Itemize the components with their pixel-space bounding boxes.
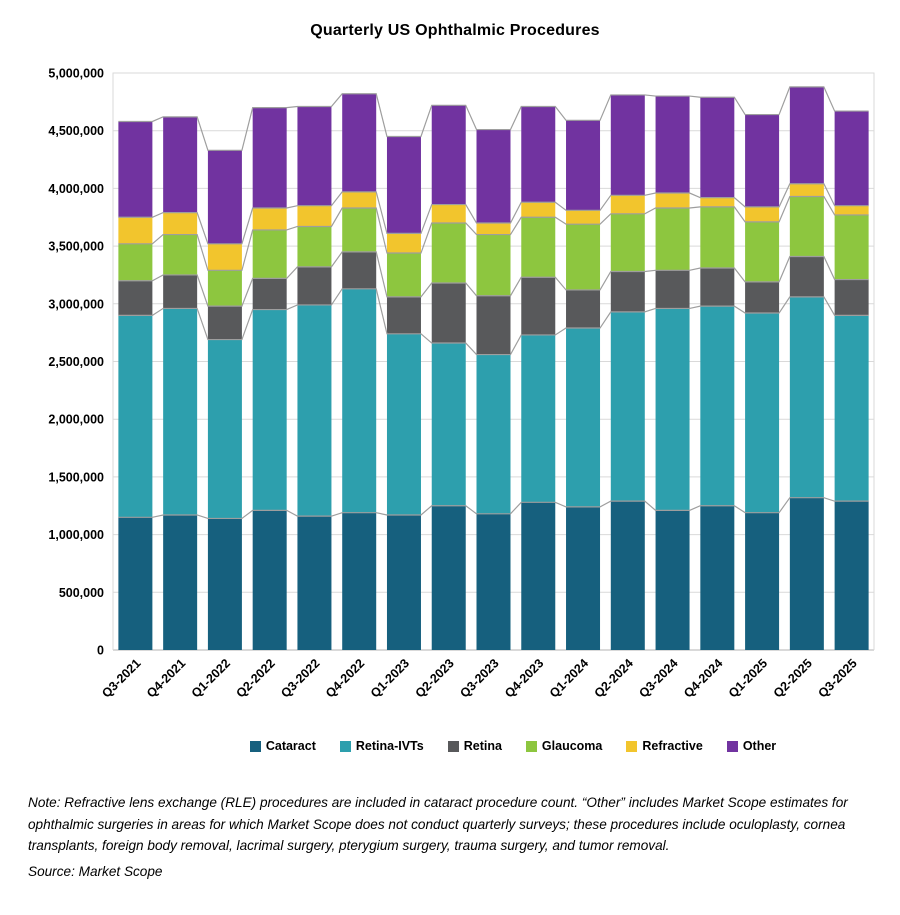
bar-segment-other <box>297 106 331 205</box>
bar-segment-cataract <box>700 506 734 650</box>
bar-segment-cataract <box>297 516 331 650</box>
bar-segment-other <box>566 120 600 210</box>
bar-segment-cataract <box>208 518 242 650</box>
y-tick-label: 1,500,000 <box>48 470 104 485</box>
chart-legend <box>126 739 900 753</box>
bar-segment-refractive <box>611 195 645 213</box>
bar-segment-refractive <box>566 210 600 224</box>
x-tick-label: Q1-2022 <box>188 656 234 701</box>
bar-segment-glaucoma <box>566 224 600 290</box>
legend-item-other <box>727 739 776 753</box>
x-tick-label: Q4-2023 <box>502 656 547 701</box>
bar-segment-glaucoma <box>656 208 690 270</box>
bar-segment-retina <box>477 296 511 355</box>
y-tick-label: 500,000 <box>58 585 104 600</box>
bar-segment-cataract <box>790 498 824 650</box>
bar-segment-refractive <box>790 184 824 197</box>
legend-label: Retina-IVTs <box>355 739 424 753</box>
note-text: Note: Refractive lens exchange (RLE) procedures are included in cataract procedure count. “Other” includes Market Scope estimates for ophthalmic surgeries in areas for which Market Scope does not conduct quarterly surveys; these procedures include oculoplasty, cornea transplants, foreign body removal, lacrimal surgery, pterygium surgery, trauma surgery, and tumor removal. <box>28 795 848 853</box>
bar-segment-glaucoma <box>118 244 152 281</box>
legend-label: Cataract <box>265 739 316 753</box>
bar-segment-retina-ivts <box>387 334 421 515</box>
y-tick-label: 1,000,000 <box>48 528 104 543</box>
bar-segment-cataract <box>745 513 779 650</box>
legend-item-cataract <box>250 739 316 753</box>
bar-segment-retina-ivts <box>656 308 690 510</box>
bar-segment-other <box>790 87 824 184</box>
legend-swatch <box>448 741 459 752</box>
bar-segment-other <box>745 115 779 207</box>
bar-segment-cataract <box>432 506 466 650</box>
bar-segment-retina <box>342 252 376 289</box>
x-tick-label: Q4-2021 <box>143 656 189 701</box>
bar-segment-other <box>700 97 734 197</box>
bar-segment-retina-ivts <box>835 315 869 501</box>
source-text: Source: Market Scope <box>28 864 163 879</box>
bar-segment-other <box>208 150 242 243</box>
bar-segment-other <box>163 117 197 213</box>
legend-item-refractive <box>626 739 702 753</box>
legend-item-glaucoma <box>526 739 602 753</box>
bar-segment-retina <box>745 282 779 313</box>
bar-segment-retina-ivts <box>790 297 824 498</box>
x-tick-label: Q1-2023 <box>367 656 413 701</box>
bar-segment-glaucoma <box>208 270 242 306</box>
legend-label: Glaucoma <box>541 739 603 753</box>
bar-segment-retina-ivts <box>477 355 511 514</box>
bar-segment-cataract <box>342 513 376 650</box>
bar-segment-glaucoma <box>432 223 466 283</box>
bar-segment-glaucoma <box>835 215 869 280</box>
bar-segment-cataract <box>835 501 869 650</box>
x-tick-label: Q2-2025 <box>770 656 815 701</box>
bar-segment-retina <box>253 278 287 309</box>
x-tick-label: Q4-2022 <box>323 656 368 701</box>
bar-segment-cataract <box>566 507 600 650</box>
bar-segment-refractive <box>745 207 779 222</box>
x-tick-label: Q4-2024 <box>681 656 726 701</box>
bar-segment-glaucoma <box>700 207 734 268</box>
bar-segment-glaucoma <box>745 222 779 282</box>
bar-segment-retina <box>521 277 555 335</box>
bar-segment-refractive <box>118 217 152 244</box>
legend-swatch <box>250 741 261 752</box>
bar-segment-retina-ivts <box>297 305 331 516</box>
x-tick-label: Q2-2023 <box>412 656 457 701</box>
x-tick-label: Q1-2025 <box>725 656 771 701</box>
bar-segment-other <box>835 111 869 206</box>
bar-segment-cataract <box>611 501 645 650</box>
bar-segment-retina <box>835 280 869 316</box>
bar-segment-glaucoma <box>611 214 645 272</box>
bar-segment-other <box>477 130 511 223</box>
bar-segment-other <box>342 94 376 192</box>
bar-segment-refractive <box>387 233 421 253</box>
bar-segment-cataract <box>253 510 287 650</box>
legend-item-retina <box>448 739 502 753</box>
bar-segment-refractive <box>297 206 331 227</box>
bar-segment-retina-ivts <box>432 343 466 506</box>
bar-segment-other <box>611 95 645 195</box>
bar-segment-retina-ivts <box>208 340 242 519</box>
y-tick-label: 5,000,000 <box>48 66 104 81</box>
bar-segment-retina-ivts <box>611 312 645 501</box>
bar-segment-refractive <box>253 208 287 230</box>
bar-segment-glaucoma <box>521 217 555 277</box>
bar-segment-other <box>253 108 287 208</box>
bar-segment-glaucoma <box>790 196 824 256</box>
x-tick-label: Q3-2022 <box>278 656 323 701</box>
x-tick-label: Q3-2024 <box>636 656 681 701</box>
x-tick-label: Q2-2024 <box>591 656 636 701</box>
y-tick-label: 4,500,000 <box>48 124 104 139</box>
legend-item-retina-ivts <box>340 739 424 753</box>
bar-segment-retina <box>208 306 242 339</box>
bar-segment-retina-ivts <box>342 289 376 513</box>
legend-label: Refractive <box>642 739 703 753</box>
bar-segment-refractive <box>700 198 734 207</box>
bar-segment-cataract <box>163 515 197 650</box>
bar-segment-cataract <box>118 517 152 650</box>
y-tick-label: 2,000,000 <box>48 412 104 427</box>
bar-segment-other <box>387 136 421 233</box>
x-tick-label: Q3-2023 <box>457 656 502 701</box>
bar-segment-cataract <box>387 515 421 650</box>
bar-segment-retina-ivts <box>253 310 287 511</box>
bar-segment-retina-ivts <box>700 306 734 506</box>
legend-swatch <box>340 741 351 752</box>
bar-segment-cataract <box>521 502 555 650</box>
y-tick-label: 3,500,000 <box>48 239 104 254</box>
bar-segment-retina <box>656 270 690 308</box>
bar-segment-retina <box>432 283 466 343</box>
bar-segment-retina <box>163 275 197 308</box>
chart-title: Quarterly US Ophthalmic Procedures <box>310 22 600 39</box>
bar-segment-other <box>656 96 690 193</box>
bar-segment-glaucoma <box>297 226 331 266</box>
legend-label: Retina <box>463 739 502 753</box>
legend-swatch <box>626 741 637 752</box>
bar-segment-retina <box>790 256 824 296</box>
bar-segment-cataract <box>477 514 511 650</box>
bar-segment-retina <box>118 281 152 316</box>
x-tick-label: Q3-2021 <box>99 656 144 701</box>
bar-segment-glaucoma <box>477 235 511 296</box>
y-tick-label: 4,000,000 <box>48 181 104 196</box>
bar-segment-glaucoma <box>387 253 421 297</box>
bar-segment-glaucoma <box>342 208 376 252</box>
bar-segment-refractive <box>477 223 511 235</box>
bar-segment-retina <box>566 290 600 328</box>
bar-segment-refractive <box>521 202 555 217</box>
bar-segment-retina-ivts <box>163 308 197 515</box>
bar-segment-cataract <box>656 510 690 650</box>
legend-label: Other <box>742 739 777 753</box>
bar-segment-refractive <box>163 213 197 235</box>
y-tick-label: 0 <box>97 643 104 658</box>
bar-segment-retina-ivts <box>521 335 555 502</box>
bar-segment-retina <box>297 267 331 305</box>
x-tick-label: Q2-2022 <box>233 656 278 701</box>
y-tick-label: 3,000,000 <box>48 297 104 312</box>
x-tick-label: Q1-2024 <box>546 656 592 701</box>
bar-segment-retina <box>700 268 734 306</box>
bar-segment-refractive <box>342 192 376 208</box>
bar-segment-refractive <box>208 244 242 271</box>
legend-swatch <box>727 741 738 752</box>
bar-segment-retina <box>611 271 645 311</box>
bar-segment-retina-ivts <box>118 315 152 517</box>
bar-segment-refractive <box>656 193 690 208</box>
bar-segment-refractive <box>432 205 466 223</box>
bar-segment-glaucoma <box>163 235 197 275</box>
bar-segment-retina <box>387 297 421 334</box>
bar-segment-retina-ivts <box>745 313 779 513</box>
legend-swatch <box>526 741 537 752</box>
bar-segment-other <box>432 105 466 204</box>
x-tick-label: Q3-2025 <box>815 656 860 701</box>
y-tick-label: 2,500,000 <box>48 355 104 369</box>
bar-segment-glaucoma <box>253 230 287 278</box>
bar-segment-refractive <box>835 206 869 215</box>
bar-segment-retina-ivts <box>566 328 600 507</box>
bar-segment-other <box>118 121 152 217</box>
bar-segment-other <box>521 106 555 202</box>
